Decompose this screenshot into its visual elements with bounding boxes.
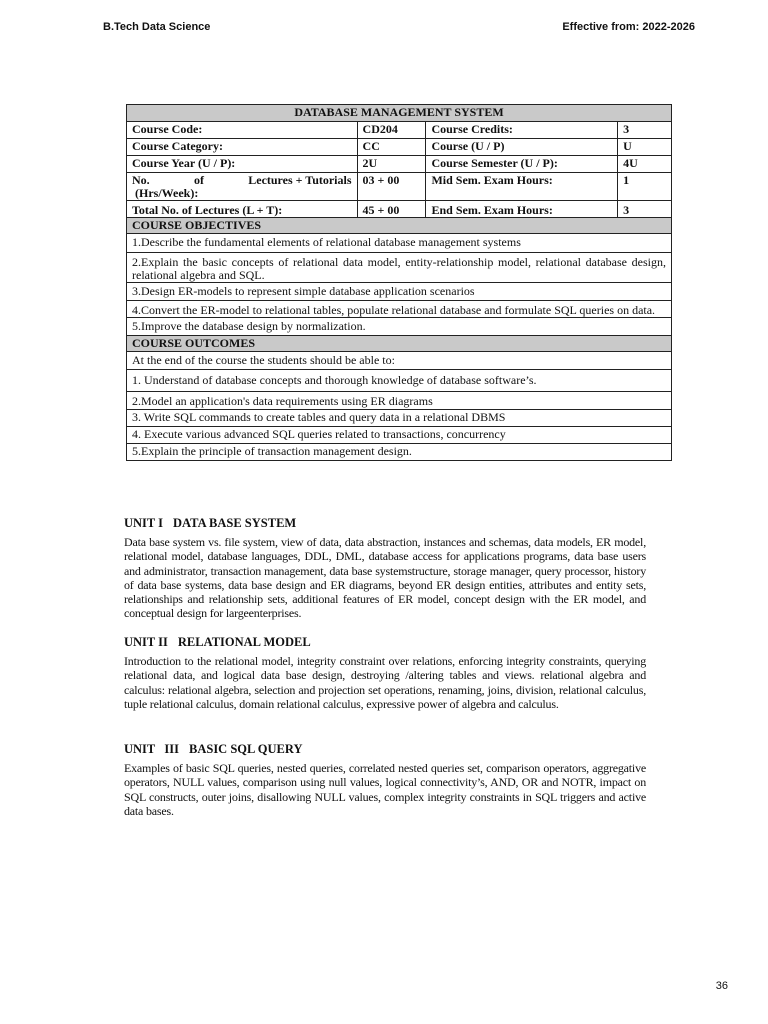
page-number: 36	[715, 980, 728, 992]
lectures-per-week-label: No. of Lectures + Tutorials (Hrs/Week):	[127, 173, 358, 201]
table-row	[127, 139, 672, 156]
course-credits-label: Course Credits:	[426, 122, 618, 139]
objective-item: 3.Design ER-models to represent simple database application scenarios	[127, 283, 672, 301]
course-semester-value: 4U	[618, 156, 672, 173]
outcome-item: 2.Model an application's data requirements using ER diagrams	[127, 392, 672, 410]
course-year-value: 2U	[357, 156, 426, 173]
outcomes-heading: COURSE OUTCOMES	[127, 336, 672, 352]
unit-heading: UNIT III BASIC SQL QUERY	[124, 742, 303, 756]
unit-body: Data base system vs. file system, view of data, data abstraction, instances and schemas, data models, ER model, relational model, database languages, DDL, DML, database access for applications programs, data base users and administrator, transaction management, data base systemstructure, storage manager, query processor, history of data base systems, data base design and ER diagrams, beyond ER design entities, attributes and entity sets, relationships and relationship sets, additional features of ER model, concept design with the ER model, and conceptual design for largeenterprises.	[124, 535, 646, 621]
course-category-label: Course Category:	[127, 139, 358, 156]
mid-sem-hours-value: 1	[618, 173, 672, 201]
end-sem-hours-label: End Sem. Exam Hours:	[426, 201, 618, 218]
course-category-value: CC	[357, 139, 426, 156]
total-lectures-label: Total No. of Lectures (L + T):	[127, 201, 358, 218]
outcome-item: 5.Explain the principle of transaction management design.	[127, 444, 672, 461]
table-row	[127, 201, 672, 218]
objective-item: 4.Convert the ER-model to relational tables, populate relational database and formulate SQL queries on data.	[127, 301, 672, 318]
unit-body: Introduction to the relational model, integrity constraint over relations, enforcing integrity constraints, querying relational data, and logical data base design, destroying /altering tables and views. relational algebra and calculus: relational algebra, selection and projection set operations, renaming, joins, division, relational calculus, tuple relational calculus, domain relational calculus, expressive power of algebra and calculus.	[124, 654, 646, 711]
objective-item: 5.Improve the database design by normalization.	[127, 318, 672, 336]
course-code-label: Course Code:	[127, 122, 358, 139]
lectures-per-week-value: 03 + 00	[357, 173, 426, 201]
objective-item: 2.Explain the basic concepts of relational data model, entity-relationship model, relational database design, relational algebra and SQL.	[127, 253, 672, 283]
table-row	[127, 173, 672, 201]
objective-item: 1.Describe the fundamental elements of relational database management systems	[127, 234, 672, 253]
outcome-item: 3. Write SQL commands to create tables and query data in a relational DBMS	[127, 410, 672, 427]
outcomes-intro: At the end of the course the students should be able to:	[127, 352, 672, 370]
total-lectures-value: 45 + 00	[357, 201, 426, 218]
course-credits-value: 3	[618, 122, 672, 139]
course-type-value: U	[618, 139, 672, 156]
course-title: DATABASE MANAGEMENT SYSTEM	[127, 105, 672, 122]
unit-1-section	[124, 516, 646, 620]
unit-heading: UNIT II RELATIONAL MODEL	[124, 635, 311, 649]
header-program: B.Tech Data Science	[103, 21, 211, 33]
course-code-value: CD204	[357, 122, 426, 139]
table-row	[127, 122, 672, 139]
outcome-item: 1. Understand of database concepts and thorough knowledge of database software’s.	[127, 370, 672, 392]
outcome-item: 4. Execute various advanced SQL queries related to transactions, concurrency	[127, 427, 672, 444]
course-semester-label: Course Semester (U / P):	[426, 156, 618, 173]
course-type-label: Course (U / P)	[426, 139, 618, 156]
table-row	[127, 156, 672, 173]
objectives-heading: COURSE OBJECTIVES	[127, 218, 672, 234]
course-details-table	[126, 104, 672, 461]
header-effective-dates: Effective from: 2022-2026	[562, 21, 695, 33]
unit-body: Examples of basic SQL queries, nested queries, correlated nested queries set, comparison operators, aggregative operators, NULL values, comparison using null values, logical connectivity’s, AND, OR and NOTR, impact on SQL constructs, outer joins, disallowing NULL values, complex integrity constraints in SQL triggers and active data bases.	[124, 761, 646, 818]
mid-sem-hours-label: Mid Sem. Exam Hours:	[426, 173, 618, 201]
end-sem-hours-value: 3	[618, 201, 672, 218]
unit-2-section	[124, 635, 646, 711]
unit-3-section	[124, 742, 646, 818]
course-year-label: Course Year (U / P):	[127, 156, 358, 173]
unit-heading: UNIT I DATA BASE SYSTEM	[124, 516, 297, 530]
